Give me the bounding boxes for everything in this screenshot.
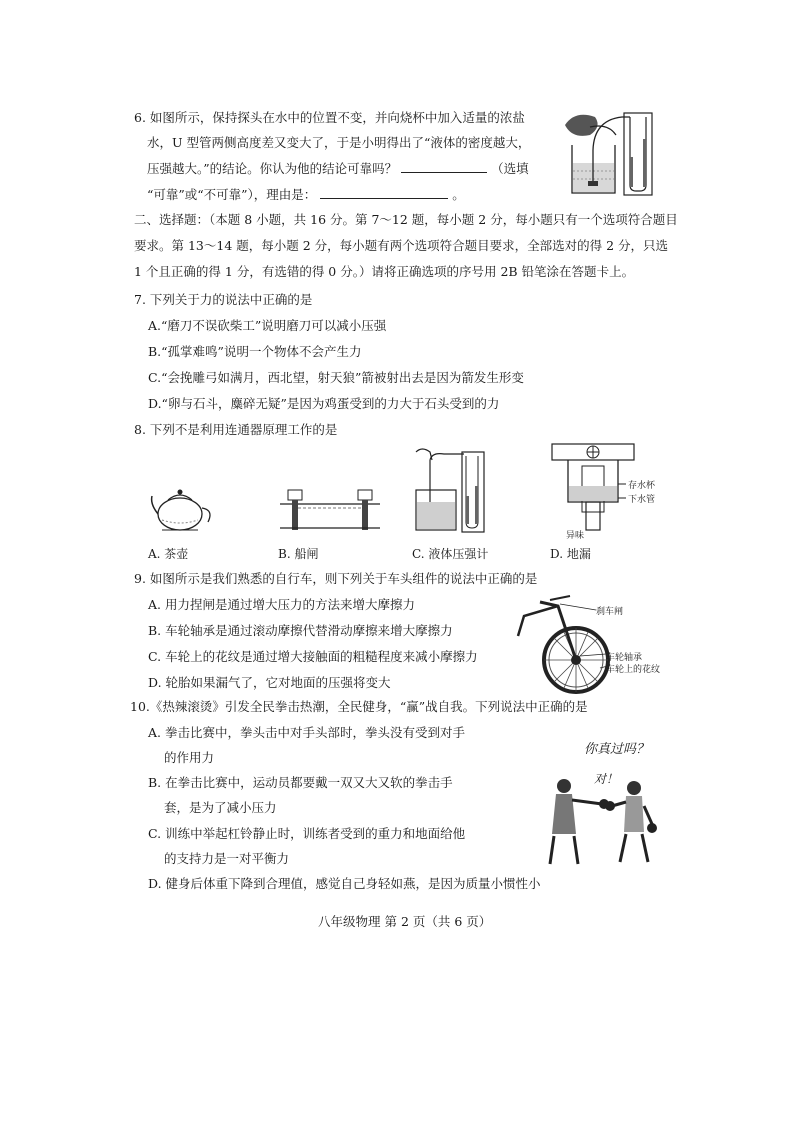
q8-label-cup: 存水杯	[628, 481, 656, 491]
q6-line-3-choice: （选填	[491, 161, 529, 176]
q8-option-c: C. 液体压强计	[412, 547, 489, 561]
q6-u-tube	[624, 113, 652, 195]
q8-option-a: A. 茶壶	[148, 547, 189, 561]
q6-dropper-hand	[565, 115, 598, 136]
q6-line-4-text: “可靠”或“不可靠”），理由是：	[147, 187, 317, 202]
q8-label-smell: 异味	[566, 531, 585, 541]
q7-option-b: B.“孤掌难鸣”说明一个物体不会产生力	[148, 344, 362, 359]
q9-option-b: B. 车轮轴承是通过滚动摩擦代替滑动摩擦来增大摩擦力	[148, 623, 453, 638]
q8-pressure-gauge-figure	[410, 446, 490, 538]
q6-answer-blank-2[interactable]	[320, 186, 448, 199]
q10-option-c-1: C. 训练中举起杠铃静止时，训练者受到的重力和地面给他	[148, 826, 466, 841]
q6-line-4	[147, 185, 465, 205]
q9-option-d: D. 轮胎如果漏气了，它对地面的压强将变大	[148, 675, 391, 690]
q6-line-3-text: 压强越大。”的结论。你认为他的结论可靠吗？	[147, 161, 398, 176]
q9-label-brake: 刹车闸	[596, 607, 624, 617]
q7-option-c: C.“会挽雕弓如满月，西北望，射天狼”箭被射出去是因为箭发生形变	[148, 370, 524, 385]
q10-stem: 10.《热辣滚烫》引发全民拳击热潮，全民健身，“赢”战自我。下列说法中正确的是	[130, 699, 588, 714]
q6-line-2: 水，U 型管两侧高度差又变大了，于是小明得出了“液体的密度越大，	[147, 135, 531, 150]
q10-caption-question: 你真过吗？	[584, 742, 650, 757]
q10-option-c-2: 的支持力是一对平衡力	[164, 851, 290, 866]
q8-ship-lock-figure	[280, 484, 380, 534]
q9-stem: 9. 如图所示是我们熟悉的自行车，则下列关于车头组件的说法中正确的是	[134, 571, 538, 586]
q9-option-a: A. 用力捏闸是通过增大压力的方法来增大摩擦力	[148, 597, 415, 612]
q7-stem: 7. 下列关于力的说法中正确的是	[134, 292, 313, 307]
q10-option-b-1: B. 在拳击比赛中，运动员都要戴一双又大又软的拳击手	[148, 775, 453, 790]
section2-line-3: 1 个且正确的得 1 分，有选错的得 0 分。）请将正确选项的序号用 2B 铅笔涂在答题卡上。	[134, 264, 635, 279]
q6-line-3	[147, 159, 529, 179]
q8-floor-drain-figure	[548, 442, 638, 538]
q9-option-c: C. 车轮上的花纹是通过增大接触面的粗糙程度来减小摩擦力	[148, 649, 478, 664]
q10-option-a-2: 的作用力	[164, 750, 215, 765]
q10-caption-answer: 对！	[594, 772, 619, 786]
section2-line-1: 二、选择题：（本题 8 小题，共 16 分。第 7～12 题，每小题 2 分，每小题只有一个选项符合题目	[134, 212, 678, 227]
q10-option-b-2: 套，是为了减小压力	[164, 800, 277, 815]
page-footer: 八年级物理 第 2 页（共 6 页）	[318, 914, 492, 929]
q6-manometer-figure	[560, 105, 660, 200]
q7-option-a: A.“磨刀不误砍柴工”说明磨刀可以减小压强	[148, 318, 387, 333]
q10-boxing-figure	[546, 776, 656, 866]
q6-answer-blank-1[interactable]	[401, 160, 487, 173]
q10-option-d: D. 健身后体重下降到合理值，感觉自己身轻如燕，是因为质量小惯性小	[148, 876, 541, 891]
q8-option-d: D. 地漏	[550, 547, 591, 561]
q6-line-4-end: 。	[452, 187, 465, 202]
q8-option-b: B. 船闸	[278, 547, 319, 561]
q8-label-pipe: 下水管	[628, 495, 656, 505]
q9-label-bearing: 车轮轴承	[606, 653, 643, 663]
section2-line-2: 要求。第 13～14 题，每小题 2 分，每小题有两个选项符合题目要求，全部选对的得 2 分，只选	[134, 238, 669, 253]
q8-teapot-figure	[148, 486, 218, 534]
q8-stem: 8. 下列不是利用连通器原理工作的是	[134, 422, 338, 437]
q7-option-d: D.“卵与石斗，麋碎无疑”是因为鸡蛋受到的力大于石头受到的力	[148, 396, 500, 411]
q9-label-pattern: 车轮上的花纹	[606, 665, 661, 675]
q10-option-a-1: A. 拳击比赛中，拳头击中对手头部时，拳头没有受到对手	[148, 725, 465, 740]
q6-line-1: 6. 如图所示，保持探头在水中的位置不变，并向烧杯中加入适量的浓盐	[134, 110, 525, 125]
